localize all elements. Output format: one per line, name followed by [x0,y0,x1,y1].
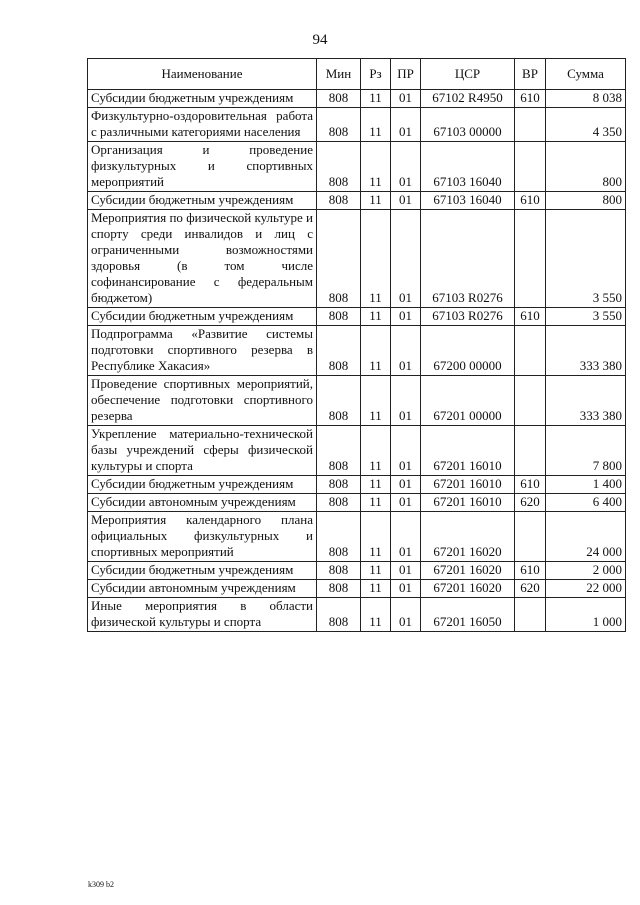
row-csr: 67103 16040 [421,142,515,192]
row-name: Субсидии бюджетным учреждениям [88,192,317,210]
row-sum: 6 400 [546,494,626,512]
row-min: 808 [317,580,361,598]
row-min: 808 [317,90,361,108]
table-row [88,512,626,562]
table-row [88,562,626,580]
row-rz: 11 [361,494,391,512]
row-sum: 333 380 [546,376,626,426]
row-pr: 01 [391,426,421,476]
row-name: Подпрограмма «Развитие системы подготовки спортивного резерва в Республике Хакасия» [88,326,317,376]
row-min: 808 [317,308,361,326]
table-row [88,90,626,108]
budget-table [87,58,626,632]
table-row [88,476,626,494]
row-name: Субсидии бюджетным учреждениям [88,562,317,580]
row-csr: 67201 16020 [421,562,515,580]
table-header-row [88,59,626,90]
row-vr: 610 [515,308,546,326]
row-sum: 333 380 [546,326,626,376]
row-pr: 01 [391,580,421,598]
row-pr: 01 [391,512,421,562]
row-min: 808 [317,512,361,562]
row-csr: 67102 R4950 [421,90,515,108]
row-min: 808 [317,192,361,210]
row-sum: 3 550 [546,210,626,308]
row-pr: 01 [391,210,421,308]
row-rz: 11 [361,580,391,598]
row-name: Физкультурно-оздоровительная работа с различными категориями населения [88,108,317,142]
row-pr: 01 [391,192,421,210]
row-name: Субсидии бюджетным учреждениям [88,476,317,494]
row-min: 808 [317,210,361,308]
row-sum: 8 038 [546,90,626,108]
row-vr: 620 [515,494,546,512]
table-row [88,598,626,632]
row-rz: 11 [361,598,391,632]
page-number: 94 [312,32,328,48]
row-sum: 22 000 [546,580,626,598]
row-rz: 11 [361,376,391,426]
row-min: 808 [317,426,361,476]
row-pr: 01 [391,142,421,192]
row-pr: 01 [391,326,421,376]
row-min: 808 [317,494,361,512]
table-row [88,426,626,476]
row-vr [515,142,546,192]
row-min: 808 [317,108,361,142]
row-csr: 67201 00000 [421,376,515,426]
row-rz: 11 [361,326,391,376]
row-csr: 67200 00000 [421,326,515,376]
row-vr: 610 [515,476,546,494]
column-header-vr: ВР [515,59,546,90]
table-row [88,142,626,192]
column-header-pr: ПР [391,59,421,90]
table-row [88,494,626,512]
row-min: 808 [317,142,361,192]
row-pr: 01 [391,476,421,494]
row-vr: 610 [515,562,546,580]
row-sum: 1 400 [546,476,626,494]
table-row [88,108,626,142]
table-body [88,90,626,632]
column-header-rz: Рз [361,59,391,90]
row-sum: 1 000 [546,598,626,632]
table-row [88,376,626,426]
row-pr: 01 [391,598,421,632]
row-sum: 2 000 [546,562,626,580]
row-name: Проведение спортивных мероприятий, обеспечение подготовки спортивного резерва [88,376,317,426]
row-vr: 610 [515,192,546,210]
row-rz: 11 [361,562,391,580]
row-csr: 67103 R0276 [421,308,515,326]
row-rz: 11 [361,108,391,142]
row-csr: 67103 00000 [421,108,515,142]
row-csr: 67201 16020 [421,512,515,562]
row-csr: 67201 16010 [421,476,515,494]
row-rz: 11 [361,90,391,108]
row-vr [515,108,546,142]
row-sum: 7 800 [546,426,626,476]
row-csr: 67201 16010 [421,426,515,476]
row-pr: 01 [391,494,421,512]
footer-code: k309 b2 [88,880,114,889]
column-header-sum: Сумма [546,59,626,90]
row-min: 808 [317,562,361,580]
row-vr: 620 [515,580,546,598]
row-min: 808 [317,476,361,494]
row-csr: 67201 16010 [421,494,515,512]
table-row [88,192,626,210]
row-min: 808 [317,598,361,632]
row-pr: 01 [391,108,421,142]
row-vr [515,512,546,562]
row-sum: 3 550 [546,308,626,326]
row-sum: 24 000 [546,512,626,562]
row-rz: 11 [361,476,391,494]
row-vr [515,376,546,426]
row-csr: 67103 R0276 [421,210,515,308]
row-rz: 11 [361,210,391,308]
column-header-min: Мин [317,59,361,90]
row-name: Организация и проведение физкультурных и спортивных мероприятий [88,142,317,192]
row-sum: 800 [546,142,626,192]
row-pr: 01 [391,562,421,580]
row-name: Субсидии автономным учреждениям [88,580,317,598]
row-name: Укрепление материально-технической базы учреждений сферы физической культуры и спорта [88,426,317,476]
row-pr: 01 [391,308,421,326]
row-csr: 67201 16050 [421,598,515,632]
row-name: Мероприятия по физической культуре и спорту среди инвалидов и лиц с ограниченными возможностями здоровья (в том числе софинансирование с федеральным бюджетом) [88,210,317,308]
column-header-name: Наименование [88,59,317,90]
row-name: Субсидии автономным учреждениям [88,494,317,512]
row-rz: 11 [361,426,391,476]
row-min: 808 [317,376,361,426]
row-rz: 11 [361,142,391,192]
row-vr [515,598,546,632]
row-name: Иные мероприятия в области физической культуры и спорта [88,598,317,632]
row-csr: 67201 16020 [421,580,515,598]
row-pr: 01 [391,376,421,426]
row-name: Субсидии бюджетным учреждениям [88,308,317,326]
column-header-csr: ЦСР [421,59,515,90]
row-rz: 11 [361,308,391,326]
row-csr: 67103 16040 [421,192,515,210]
table-row [88,308,626,326]
row-name: Субсидии бюджетным учреждениям [88,90,317,108]
row-vr [515,426,546,476]
row-sum: 4 350 [546,108,626,142]
row-vr: 610 [515,90,546,108]
row-sum: 800 [546,192,626,210]
row-rz: 11 [361,512,391,562]
row-name: Мероприятия календарного плана официальных физкультурных и спортивных мероприятий [88,512,317,562]
table-row [88,580,626,598]
row-rz: 11 [361,192,391,210]
table-row [88,210,626,308]
row-pr: 01 [391,90,421,108]
row-vr [515,210,546,308]
table-row [88,326,626,376]
row-vr [515,326,546,376]
row-min: 808 [317,326,361,376]
